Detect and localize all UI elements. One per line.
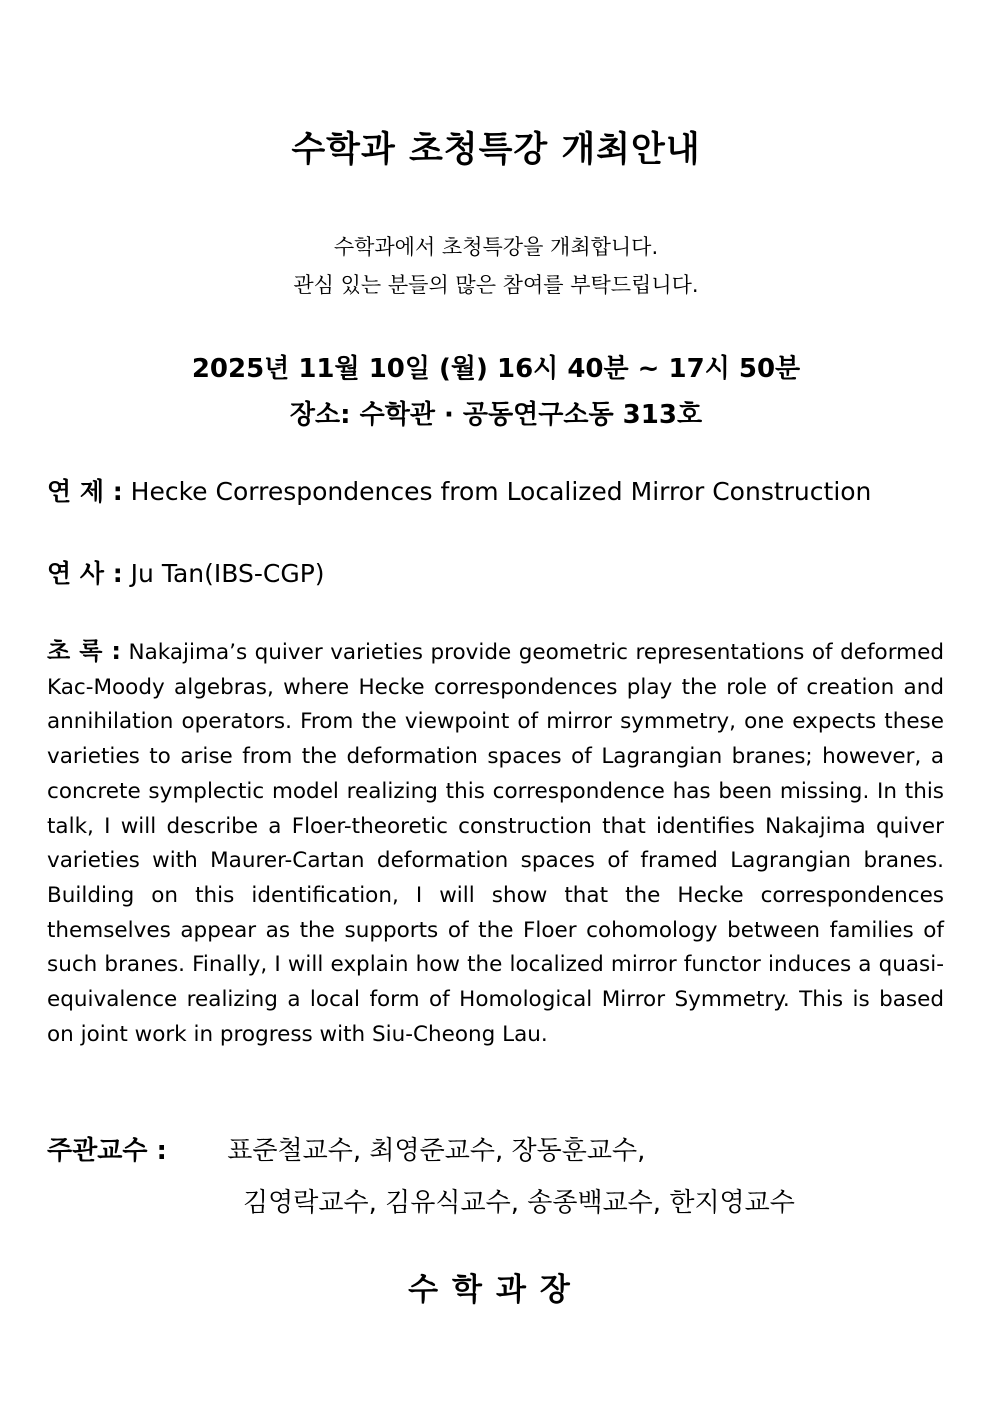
- topic-label: 연 제 :: [47, 477, 123, 506]
- intro-block: [0, 228, 992, 304]
- notice-title: 수학과 초청특강 개최안내: [291, 130, 701, 170]
- hosts-row-2: [47, 1177, 795, 1229]
- speaker-row: [47, 554, 325, 590]
- hosts-row-1: [47, 1125, 795, 1177]
- event-datetime: 2025년 11월 10일 (월) 16시 40분 ~ 17시 50분: [191, 354, 801, 384]
- hosts-block: [47, 1125, 795, 1229]
- intro-line-1: 수학과에서 초청특강을 개최합니다.: [333, 235, 659, 259]
- schedule-block: [0, 346, 992, 438]
- speaker-label: 연 사 :: [47, 559, 123, 588]
- abstract-block: [47, 634, 944, 1052]
- hosts-label: 주관교수 :: [47, 1136, 167, 1166]
- intro-line-2: 관심 있는 분들의 많은 참여를 부탁드립니다.: [293, 273, 699, 297]
- hosts-line-2: 김영락교수, 김유식교수, 송종백교수, 한지영교수: [243, 1188, 795, 1218]
- abstract-label: 초 록 :: [47, 637, 122, 665]
- abstract-text: Nakajima’s quiver varieties provide geometric representations of deformed Kac-Moody algebras, where Hecke correspondences play the role of creation and annihilation operators. From the viewpoint of mirror symmetry, one expects these varieties to arise from the deformation spaces of Lagrangian branes; however, a concrete symplectic model realizing this correspondence has been missing. In this talk, I will describe a Floer-theoretic construction that identifies Nakajima quiver varieties with Maurer-Cartan deformation spaces of framed Lagrangian branes. Building on this identification, I will show that the Hecke correspondences themselves appear as the supports of the Floer cohomology between families of such branes. Finally, I will explain how the localized mirror functor induces a quasi-equivalence realizing a local form of Homological Mirror Symmetry. This is based on joint work in progress with Siu-Cheong Lau.: [47, 640, 944, 1047]
- event-location: 장소: 수학관 · 공동연구소동 313호: [289, 400, 703, 430]
- signature: 수학과장: [408, 1272, 584, 1308]
- topic-value: Hecke Correspondences from Localized Mirror Construction: [130, 477, 872, 506]
- hosts-line-1: 표준철교수, 최영준교수, 장동훈교수,: [227, 1136, 646, 1166]
- topic-row: [47, 472, 871, 508]
- speaker-value: Ju Tan(IBS-CGP): [130, 559, 325, 588]
